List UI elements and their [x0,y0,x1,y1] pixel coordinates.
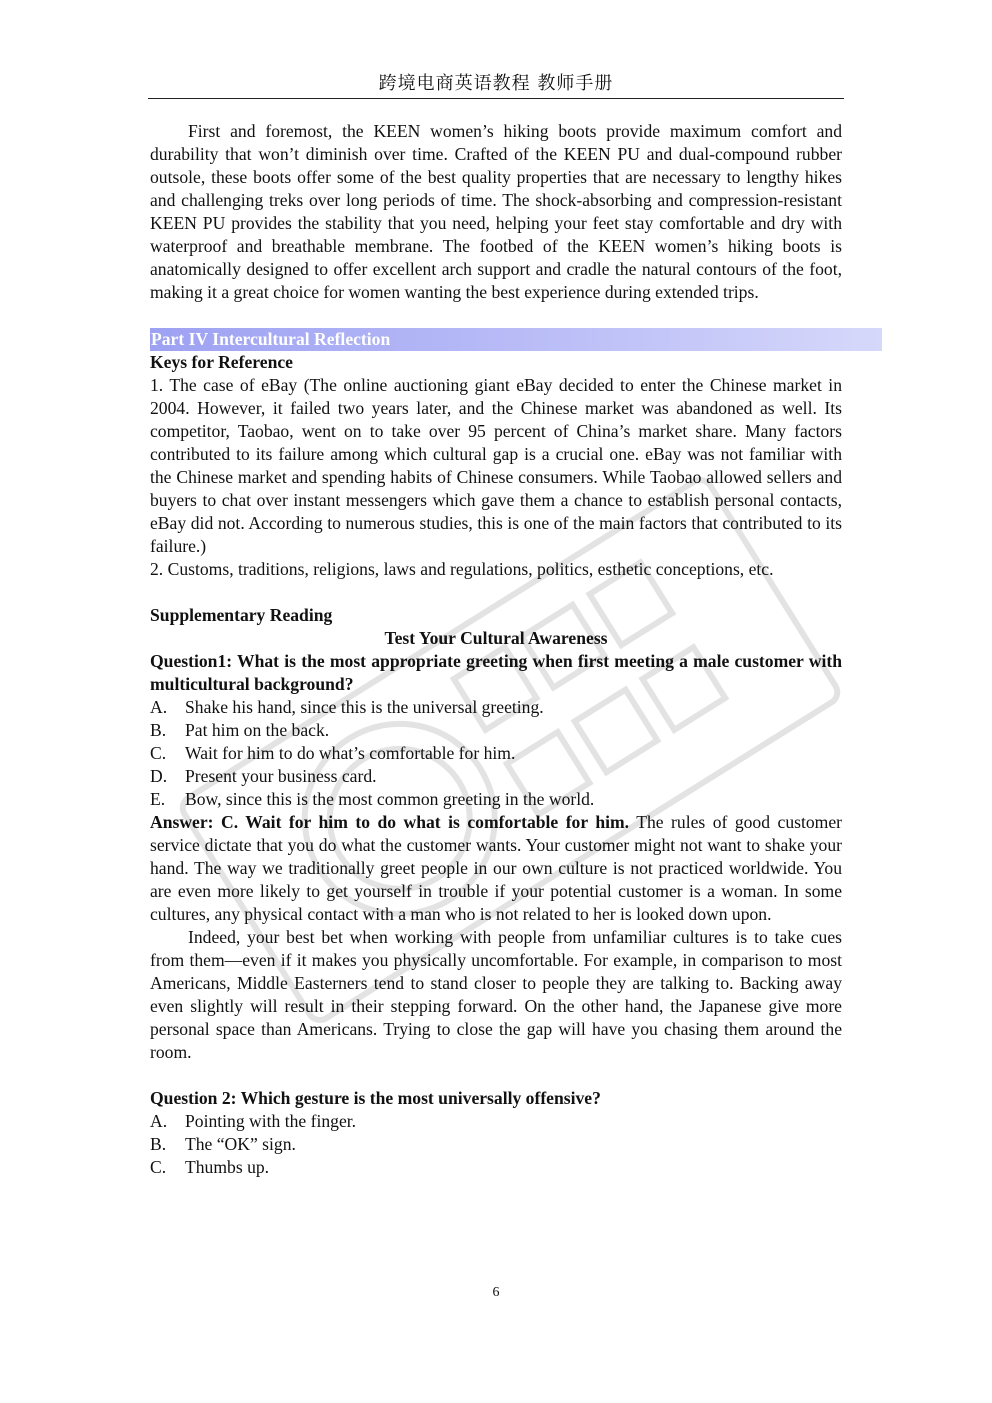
option-text: Present your business card. [185,766,377,786]
key-item-2: 2. Customs, traditions, religions, laws and regulations, politics, esthetic conceptions, etc. [150,559,774,579]
option-letter: B. [150,1134,167,1154]
option-letter: A. [150,697,168,717]
option-letter: C. [150,1157,167,1177]
q1-option-c [150,742,842,765]
option-text: Shake his hand, since this is the universal greeting. [185,697,544,717]
q1-option-d [150,765,842,788]
option-text: Thumbs up. [185,1157,270,1177]
answer-label: Answer: C. Wait for him to do what is comfortable for him. [150,812,630,832]
question-1: Question1: What is the most appropriate greeting when first meeting a male customer with multicultural background? [150,651,842,694]
q2-option-b [150,1133,842,1156]
key-item-1: 1. The case of eBay (The online auctioning giant eBay decided to enter the Chinese market in 2004. However, it failed two years later, and the Chinese market was abandoned as well. Its competitor, Taobao, went on to take over 95 percent of China’s market share. Many factors contributed to its failure among which cultural gap is a crucial one. eBay was not familiar with the Chinese market and spending habits of Chinese consumers. While Taobao allowed sellers and buyers to chat over instant messengers which gave them a chance to establish personal contacts, eBay did not. According to numerous studies, this is one of the main factors that contributed to its failure.) [150,375,842,556]
question-2: Question 2: Which gesture is the most universally offensive? [150,1088,601,1108]
option-text: Bow, since this is the most common greeting in the world. [185,789,595,809]
reading-title: Test Your Cultural Awareness [384,628,608,648]
q2-option-a [150,1110,842,1133]
q2-option-c [150,1156,842,1179]
q1-answer [150,811,842,926]
option-text: The “OK” sign. [185,1134,296,1154]
option-letter: C. [150,743,167,763]
q1-option-a [150,696,842,719]
page-header: 跨境电商英语教程 教师手册 [148,70,844,99]
supplementary-heading: Supplementary Reading [150,605,333,625]
page-content [150,120,842,1179]
q1-option-e [150,788,842,811]
keys-heading: Keys for Reference [150,352,293,372]
option-text: Pat him on the back. [185,720,330,740]
option-text: Wait for him to do what’s comfortable for him. [185,743,516,763]
option-letter: A. [150,1111,168,1131]
option-letter: E. [150,789,166,809]
option-text: Pointing with the finger. [185,1111,357,1131]
part4-heading: Part IV Intercultural Reflection [150,328,882,351]
answer-text: The rules of good customer service dictate that you do what the customer wants. Your customer might not want to shake your hand. The way we traditionally greet people in our own culture is not practiced worldwide. You are even more likely to get yourself in trouble if your potential customer is a woman. In some cultures, any physical contact with a man who is not related to her is looked down upon. [150,812,842,924]
intro-paragraph: First and foremost, the KEEN women’s hiking boots provide maximum comfort and durability that won’t diminish over time. Crafted of the KEEN PU and dual-compound rubber outsole, these boots offer some of the best quality properties that are necessary to lengthy hikes and challenging treks over long periods of time. The shock-absorbing and compression-resistant KEEN PU provides the stability that you need, helping your feet stay comfortable and dry with waterproof and breathable membrane. The footbed of the KEEN women’s hiking boots is anatomically designed to offer excellent arch support and cradle the natural contours of the foot, making it a great choice for women wanting the best experience during extended trips. [150,121,842,302]
option-letter: B. [150,720,167,740]
q1-explanation: Indeed, your best bet when working with people from unfamiliar cultures is to take cues from them—even if it makes you physically uncomfortable. For example, in comparison to most Americans, Middle Easterners tend to stand closer to people they are talking to. Backing away even slightly will result in their stepping forward. On the other hand, the Japanese give more personal space than Americans. Trying to close the gap will have you chasing them around the room. [150,927,842,1062]
option-letter: D. [150,766,168,786]
q1-option-b [150,719,842,742]
page-number: 6 [492,1285,500,1300]
